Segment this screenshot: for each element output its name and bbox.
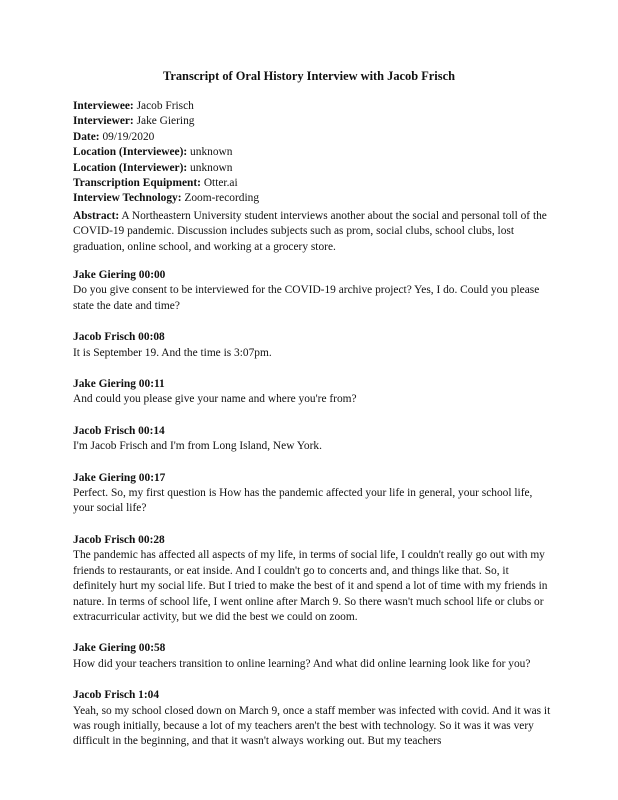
meta-interviewee: [73, 99, 553, 114]
meta-value: Jake Giering: [136, 115, 195, 128]
speaker-timestamp: Jake Giering 00:58: [73, 642, 166, 655]
turn-text: And could you please give your name and where you're from?: [73, 393, 357, 406]
meta-key: Location (Interviewer):: [73, 161, 188, 174]
turn-text: It is September 19. And the time is 3:07pm.: [73, 346, 272, 359]
transcript-body: [73, 268, 551, 766]
meta-transcription-equipment: [73, 176, 553, 191]
document-title: Transcript of Oral History Interview with Jacob Frisch: [163, 69, 455, 83]
speaker-timestamp: Jake Giering 00:17: [73, 471, 166, 484]
transcript-turn: [73, 688, 551, 750]
speaker-timestamp: Jacob Frisch 00:08: [73, 331, 165, 344]
meta-value: 09/19/2020: [102, 130, 155, 143]
meta-interviewer: [73, 114, 553, 129]
speaker-timestamp: Jacob Frisch 00:14: [73, 424, 165, 437]
speaker-timestamp: Jacob Frisch 1:04: [73, 689, 160, 702]
turn-text: How did your teachers transition to online learning? And what did online learning look like for you?: [73, 657, 531, 670]
meta-key: Interview Technology:: [73, 192, 182, 205]
abstract-label: Abstract:: [73, 210, 120, 222]
meta-key: Interviewer:: [73, 115, 134, 128]
transcript-turn: [73, 533, 551, 625]
meta-key: Interviewee:: [73, 100, 134, 112]
turn-text: I'm Jacob Frisch and I'm from Long Island, New York.: [73, 440, 322, 453]
turn-text: Do you give consent to be interviewed for the COVID-19 archive project? Yes, I do. Could you please state the date and time?: [73, 284, 540, 312]
transcript-turn: [73, 641, 551, 672]
meta-value: Otter.ai: [203, 177, 238, 190]
transcript-turn: [73, 471, 551, 517]
transcript-turn: [73, 424, 551, 455]
speaker-timestamp: Jacob Frisch 00:28: [73, 533, 165, 546]
meta-value: unknown: [190, 161, 233, 174]
meta-location-interviewee: [73, 145, 553, 160]
meta-value: Zoom-recording: [184, 192, 260, 205]
transcript-turn: [73, 268, 551, 314]
meta-key: Location (Interviewee):: [73, 146, 188, 159]
meta-interview-technology: [73, 191, 553, 206]
speaker-timestamp: Jake Giering 00:00: [73, 269, 166, 281]
turn-text: Perfect. So, my first question is How has the pandemic affected your life in general, your school life, your social life?: [73, 487, 533, 515]
meta-date: [73, 130, 553, 145]
speaker-timestamp: Jake Giering 00:11: [73, 378, 165, 391]
transcript-turn: [73, 377, 551, 408]
meta-value: unknown: [190, 146, 233, 159]
turn-text: The pandemic has affected all aspects of my life, in terms of social life, I couldn't really go out with my friends to restaurants, or eat inside. And I couldn't go to concerts and, and things like that. So, it definitely hurt my social life. But I tried to make the best of it and spend a lot of time with my friends in nature. In terms of school life, I went online after March 9. So there wasn't much school life or clubs or extracurricular activity, but we did the best we could on zoom.: [73, 549, 548, 623]
transcript-turn: [73, 330, 551, 361]
turn-text: Yeah, so my school closed down on March 9, once a staff member was infected with covid. And it was it was rough initially, because a lot of my teachers aren't the best with technology. So it was it was very difficult in the beginning, and that it wasn't always working out. But my teachers: [73, 704, 551, 748]
meta-location-interviewer: [73, 161, 553, 176]
interview-metadata: [73, 99, 553, 207]
abstract-text: A Northeastern University student interviews another about the social and personal toll of the COVID-19 pandemic. Discussion includes subjects such as prom, social clubs, school clubs, lost graduation, online school, and working at a grocery store.: [73, 210, 547, 253]
meta-value: Jacob Frisch: [136, 100, 194, 112]
meta-key: Transcription Equipment:: [73, 177, 201, 190]
meta-key: Date:: [73, 130, 100, 143]
abstract-paragraph: [73, 209, 551, 255]
